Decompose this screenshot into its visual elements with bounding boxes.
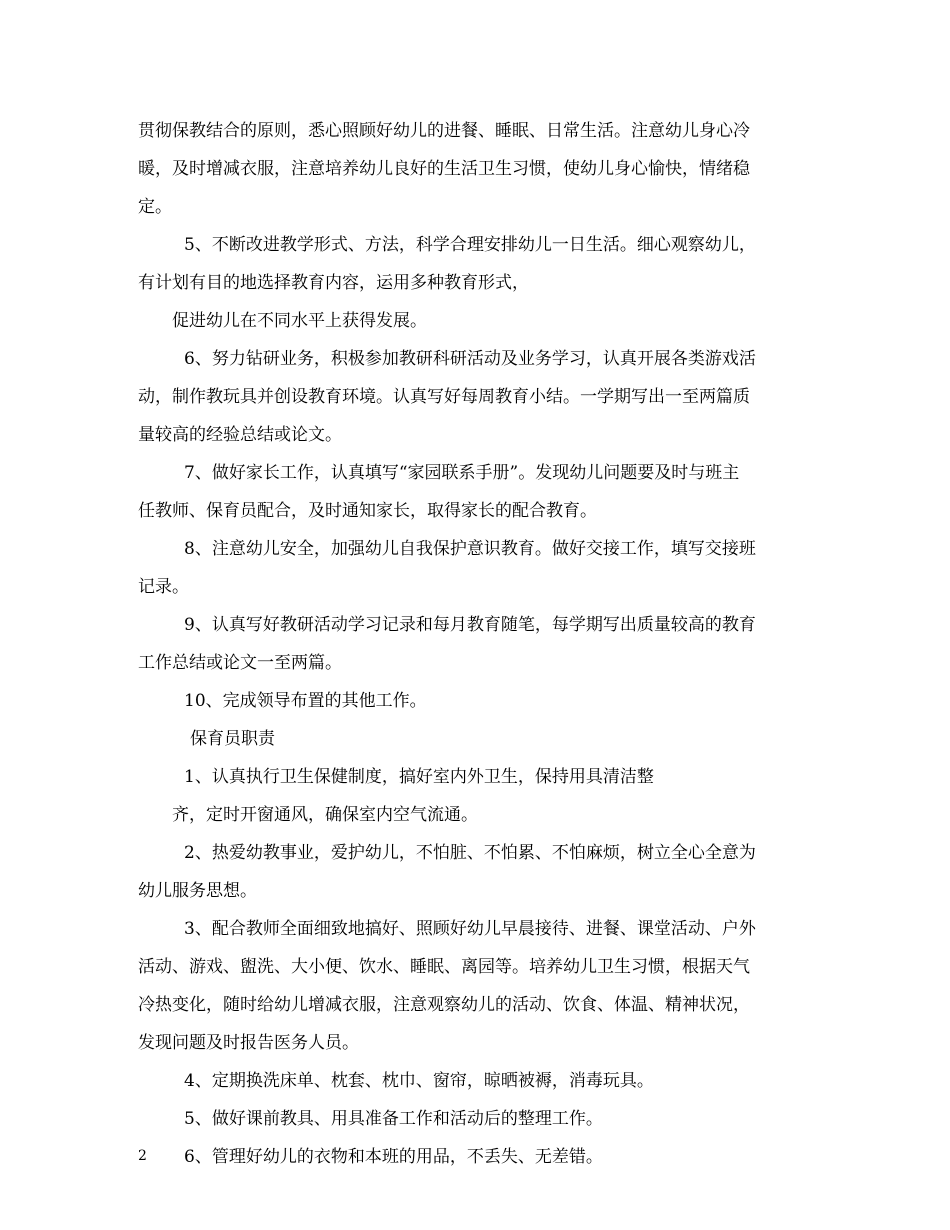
text-line: 幼儿服务思想。 [138, 881, 257, 901]
text-line: 10、完成领导布置的其他工作。 [184, 691, 427, 711]
text-line: 贯彻保教结合的原则，悉心照顾好幼儿的进餐、睡眠、日常生活。注意幼儿身心冷 [138, 121, 750, 141]
text-line: 5、做好课前教具、用具准备工作和活动后的整理工作。 [184, 1109, 603, 1129]
text-line: 工作总结或论文一至两篇。 [138, 653, 342, 673]
document-body [138, 112, 816, 1176]
text-line: 2、热爱幼教事业，爱护幼儿，不怕脏、不怕累、不怕麻烦，树立全心全意为 [184, 843, 756, 863]
text-line: 5、不断改进教学形式、方法，科学合理安排幼儿一日生活。细心观察幼儿， [184, 235, 756, 255]
text-line: 促进幼儿在不同水平上获得发展。 [172, 311, 427, 331]
text-line: 量较高的经验总结或论文。 [138, 425, 342, 445]
text-line: 暖，及时增减衣服，注意培养幼儿良好的生活卫生习惯，使幼儿身心愉快，情绪稳 [138, 159, 750, 179]
text-line: 1、认真执行卫生保健制度，搞好室内外卫生，保持用具清洁整 [184, 767, 654, 787]
text-line: 4、定期换洗床单、枕套、枕巾、窗帘，晾晒被褥，消毒玩具。 [184, 1071, 654, 1091]
text-line: 9、认真写好教研活动学习记录和每月教育随笔，每学期写出质量较高的教育 [184, 615, 756, 635]
text-line: 任教师、保育员配合，及时通知家长，取得家长的配合教育。 [138, 501, 597, 521]
text-line: 齐，定时开窗通风，确保室内空气流通。 [172, 805, 478, 825]
text-line: 定。 [138, 197, 172, 217]
text-line: 活动、游戏、盥洗、大小便、饮水、睡眠、离园等。培养幼儿卫生习惯，根据天气 [138, 957, 750, 977]
page-number: 2 [138, 1148, 147, 1164]
text-line: 6、管理好幼儿的衣物和本班的用品，不丢失、无差错。 [184, 1147, 603, 1167]
text-line: 6、努力钻研业务，积极参加教研科研活动及业务学习，认真开展各类游戏活 [184, 349, 756, 369]
text-line: 动，制作教玩具并创设教育环境。认真写好每周教育小结。一学期写出一至两篇质 [138, 387, 750, 407]
text-line: 有计划有目的地选择教育内容，运用多种教育形式， [138, 273, 529, 293]
text-line: 7、做好家长工作，认真填写“家园联系手册”。发现幼儿问题要及时与班主 [184, 463, 740, 483]
text-line: 8、注意幼儿安全，加强幼儿自我保护意识教育。做好交接工作，填写交接班 [184, 539, 756, 559]
text-line: 冷热变化，随时给幼儿增减衣服，注意观察幼儿的活动、饮食、体温、精神状况， [138, 995, 750, 1015]
text-line: 发现问题及时报告医务人员。 [138, 1033, 359, 1053]
section-heading: 保育员职责 [190, 729, 275, 749]
text-line: 记录。 [138, 577, 189, 597]
text-line: 3、配合教师全面细致地搞好、照顾好幼儿早晨接待、进餐、课堂活动、户外 [184, 919, 756, 939]
